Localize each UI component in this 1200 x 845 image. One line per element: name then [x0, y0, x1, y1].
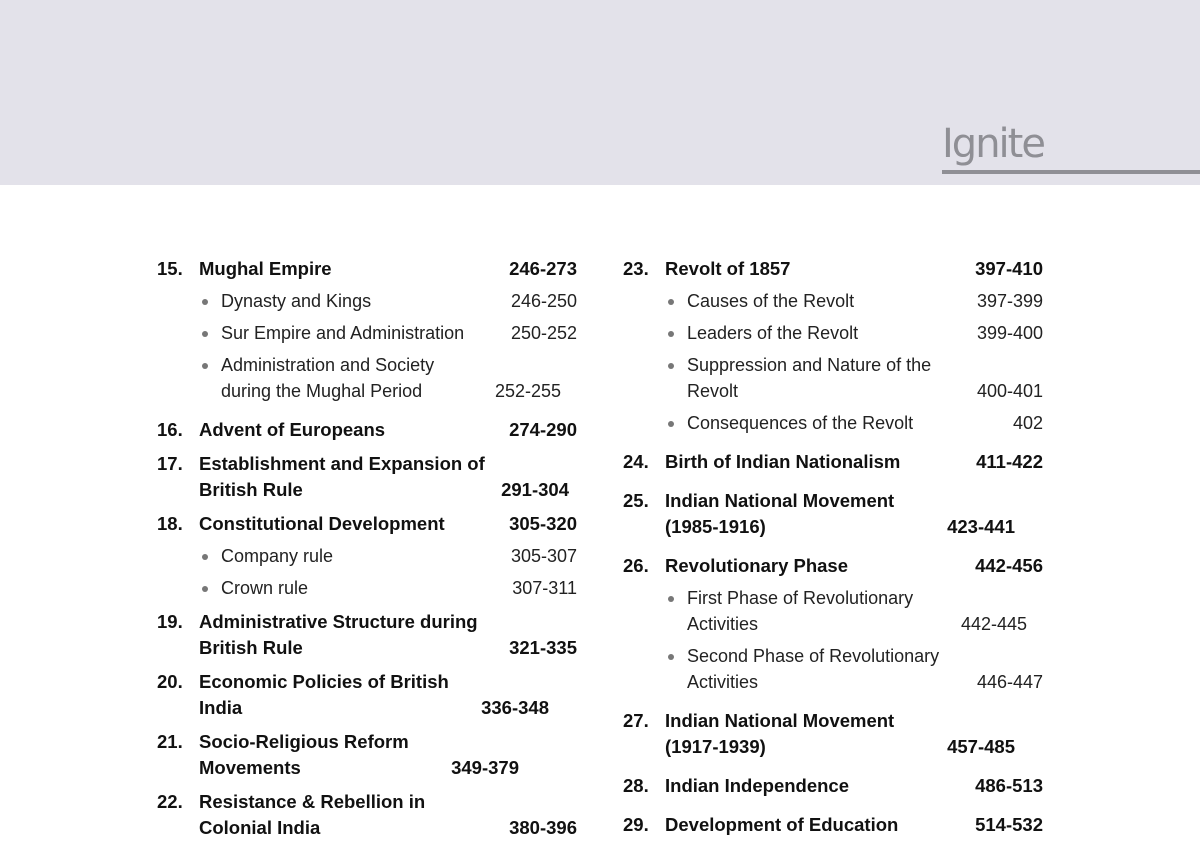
brand-underline: [942, 170, 1200, 174]
toc-chapter[interactable]: [157, 669, 577, 721]
bullet-icon: [199, 543, 221, 569]
subitem-pages: 252-255: [494, 381, 561, 401]
bullet-icon: [665, 643, 687, 669]
chapter-pages: 457-485: [947, 736, 1015, 757]
chapter-pages: 411-422: [976, 451, 1043, 472]
toc-subitem[interactable]: [157, 543, 577, 569]
chapter-title: Revolutionary Phase: [665, 555, 849, 576]
subitem-pages: 446-447: [976, 672, 1043, 692]
bullet-icon: [199, 288, 221, 314]
toc-chapter[interactable]: [623, 773, 1043, 799]
toc-chapter[interactable]: [157, 256, 577, 282]
toc-subitem[interactable]: [157, 320, 577, 346]
toc-chapter[interactable]: [157, 451, 577, 503]
toc-chapter[interactable]: [157, 511, 577, 537]
chapter-pages: 336-348: [481, 697, 549, 718]
chapter-title: Indian Independence: [665, 775, 849, 796]
chapter-title: Socio-Religious Reform Movements: [199, 731, 409, 778]
bullet-icon: [199, 320, 221, 346]
toc-subitem[interactable]: [157, 575, 577, 601]
bullet-icon: [665, 585, 687, 611]
subitem-pages: 397-399: [976, 291, 1043, 311]
chapter-pages: 321-335: [509, 637, 577, 658]
toc-chapter[interactable]: [623, 256, 1043, 282]
chapter-pages: 305-320: [509, 513, 577, 534]
subitem-title: Sur Empire and Administration: [221, 323, 465, 343]
subitem-title: Suppression and Nature of the Revolt: [687, 355, 932, 401]
chapter-number: 18.: [157, 513, 183, 534]
chapter-number: 16.: [157, 419, 183, 440]
toc-chapter[interactable]: [157, 789, 577, 841]
chapter-title: Establishment and Expansion of British Rule: [199, 453, 485, 500]
subitem-pages: 305-307: [510, 546, 577, 566]
chapter-pages: 349-379: [451, 757, 519, 778]
subitem-pages: 442-445: [960, 614, 1027, 634]
toc-chapter[interactable]: [623, 488, 1043, 540]
bullet-icon: [665, 320, 687, 346]
chapter-title: Development of Education: [665, 814, 899, 835]
subitem-pages: 400-401: [976, 381, 1043, 401]
chapter-number: 22.: [157, 791, 183, 812]
bullet-icon: [665, 352, 687, 378]
subitem-title: Consequences of the Revolt: [687, 413, 914, 433]
chapter-title: Resistance & Rebellion in Colonial India: [199, 791, 426, 838]
chapter-number: 25.: [623, 490, 649, 511]
toc-subitem[interactable]: [623, 410, 1043, 436]
chapter-number: 20.: [157, 671, 183, 692]
brand-logo: Ignite: [942, 121, 1044, 167]
chapter-title: Revolt of 1857: [665, 258, 791, 279]
subitem-pages: 246-250: [510, 291, 577, 311]
chapter-pages: 514-532: [975, 814, 1043, 835]
toc-subitem[interactable]: [623, 585, 1043, 637]
toc-subitem[interactable]: [623, 352, 1043, 404]
chapter-number: 21.: [157, 731, 183, 752]
subitem-title: Second Phase of Revolutionary Activities: [687, 646, 940, 692]
toc-chapter[interactable]: [623, 708, 1043, 760]
chapter-pages: 423-441: [947, 516, 1015, 537]
toc-chapter[interactable]: [157, 417, 577, 443]
chapter-pages: 246-273: [509, 258, 577, 279]
chapter-number: 27.: [623, 710, 649, 731]
bullet-icon: [199, 352, 221, 378]
toc-column-left: [157, 256, 577, 841]
chapter-title: Economic Policies of British India: [199, 671, 449, 718]
chapter-number: 23.: [623, 258, 649, 279]
chapter-number: 24.: [623, 451, 649, 472]
chapter-number: 29.: [623, 814, 649, 835]
toc-chapter[interactable]: [157, 729, 577, 781]
bullet-icon: [199, 575, 221, 601]
chapter-pages: 486-513: [975, 775, 1043, 796]
subitem-title: Leaders of the Revolt: [687, 323, 859, 343]
toc-subitem[interactable]: [623, 288, 1043, 314]
chapter-pages: 380-396: [509, 817, 577, 838]
bullet-icon: [665, 288, 687, 314]
chapter-number: 26.: [623, 555, 649, 576]
subitem-pages: 399-400: [976, 323, 1043, 343]
toc-subitem[interactable]: [157, 288, 577, 314]
chapter-number: 19.: [157, 611, 183, 632]
subitem-title: Company rule: [221, 546, 334, 566]
chapter-title: Mughal Empire: [199, 258, 332, 279]
header-band: [0, 0, 1200, 185]
chapter-number: 15.: [157, 258, 183, 279]
toc-chapter[interactable]: [623, 812, 1043, 838]
chapter-title: Indian National Movement (1985-1916): [665, 490, 895, 537]
chapter-title: Administrative Structure during British Rule: [199, 611, 478, 658]
toc-column-right: [623, 256, 1043, 838]
toc-chapter[interactable]: [157, 609, 577, 661]
chapter-number: 17.: [157, 453, 183, 474]
chapter-title: Birth of Indian Nationalism: [665, 451, 901, 472]
chapter-pages: 274-290: [509, 419, 577, 440]
chapter-pages: 397-410: [975, 258, 1043, 279]
toc-subitem[interactable]: [157, 352, 577, 404]
subitem-title: Crown rule: [221, 578, 309, 598]
subitem-title: Dynasty and Kings: [221, 291, 372, 311]
chapter-title: Indian National Movement (1917-1939): [665, 710, 895, 757]
toc-subitem[interactable]: [623, 643, 1043, 695]
chapter-pages: 442-456: [975, 555, 1043, 576]
bullet-icon: [665, 410, 687, 436]
subitem-pages: 402: [1012, 413, 1043, 433]
subitem-title: First Phase of Revolutionary Activities: [687, 588, 914, 634]
chapter-number: 28.: [623, 775, 649, 796]
chapter-title: Constitutional Development: [199, 513, 445, 534]
toc-chapter[interactable]: [623, 553, 1043, 579]
subitem-title: Administration and Society during the Mughal Period: [221, 355, 435, 401]
subitem-pages: 307-311: [512, 578, 577, 598]
subitem-title: Causes of the Revolt: [687, 291, 855, 311]
toc-chapter[interactable]: [623, 449, 1043, 475]
chapter-pages: 291-304: [501, 479, 569, 500]
toc-subitem[interactable]: [623, 320, 1043, 346]
subitem-pages: 250-252: [510, 323, 577, 343]
chapter-title: Advent of Europeans: [199, 419, 386, 440]
